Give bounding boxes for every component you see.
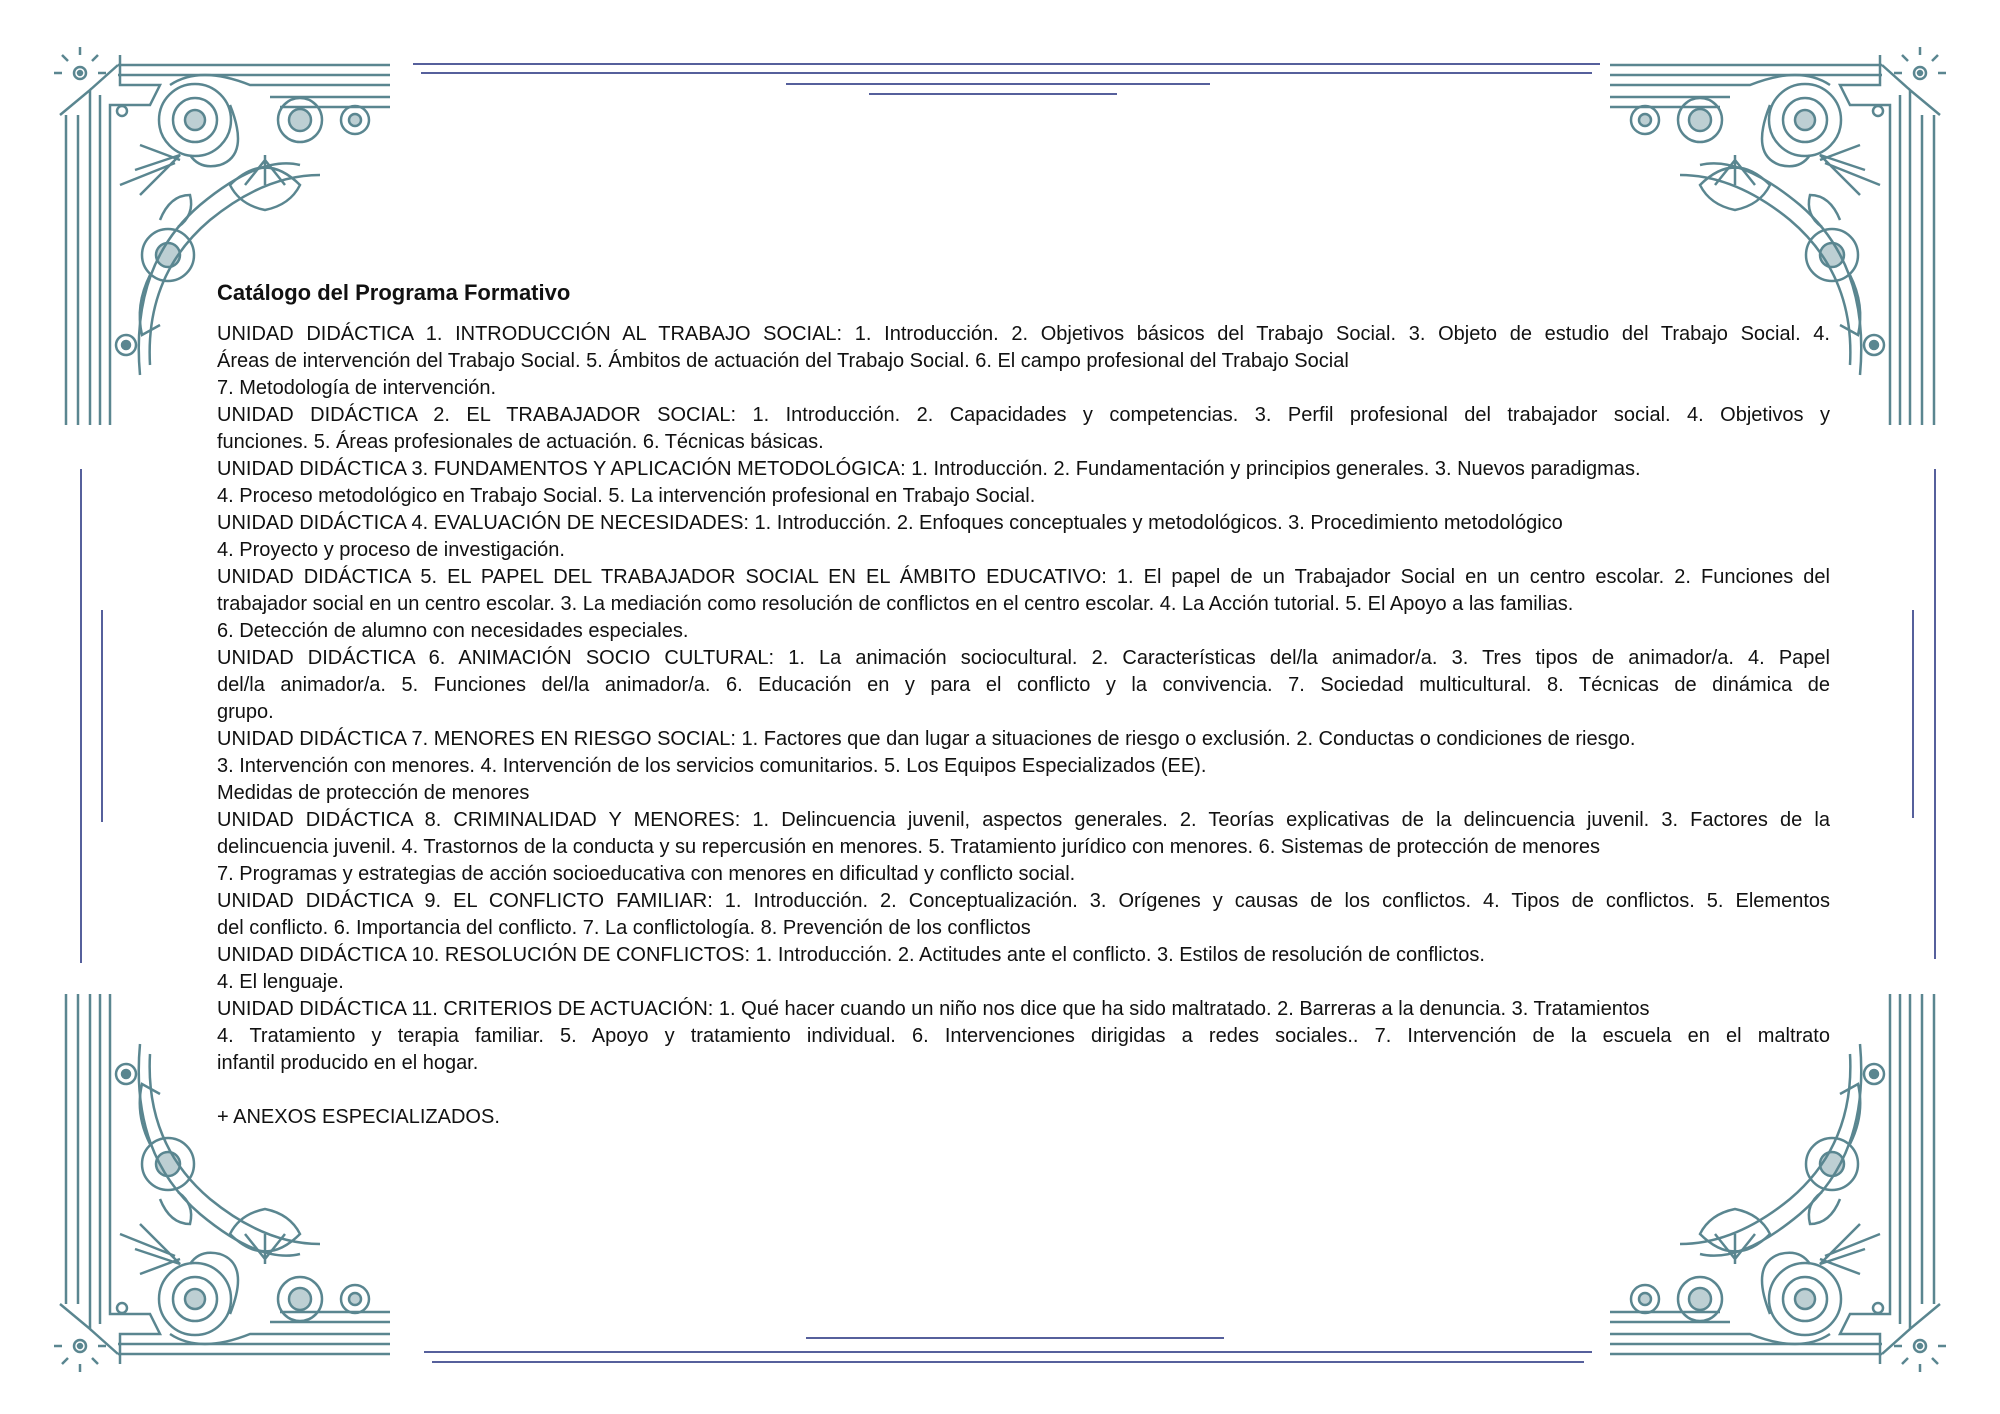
right-rule [1934, 469, 1936, 959]
unit-text-line: UNIDAD DIDÁCTICA 1. INTRODUCCIÓN AL TRABAJO SOCIAL: 1. Introducción. 2. Objetivos básicos del Trabajo Social. 3. Objeto de estudio del Trabajo Social. 4. [217, 323, 1830, 345]
unit-9 [217, 888, 1830, 942]
unit-text-line: 3. Intervención con menores. 4. Intervención de los servicios comunitarios. 5. Los Equipos Especializados (EE). [217, 755, 1207, 777]
unit-text-line: UNIDAD DIDÁCTICA 10. RESOLUCIÓN DE CONFLICTOS: 1. Introducción. 2. Actitudes ante el conflicto. 3. Estilos de resolución de conflictos. [217, 944, 1485, 966]
top-rule [786, 83, 1210, 85]
unit-2 [217, 402, 1830, 456]
spacer [217, 1077, 1830, 1104]
bottom-rule [806, 1337, 1224, 1339]
units-list [217, 321, 1830, 1077]
unit-text-line: UNIDAD DIDÁCTICA 8. CRIMINALIDAD Y MENORES: 1. Delincuencia juvenil, aspectos generales. 2. Teorías explicativas de la delincuencia juvenil. 3. Factores de la [217, 809, 1830, 831]
unit-3 [217, 456, 1830, 510]
unit-text-line: grupo. [217, 701, 274, 723]
unit-text-line: infantil producido en el hogar. [217, 1052, 479, 1074]
unit-text-line: UNIDAD DIDÁCTICA 11. CRITERIOS DE ACTUACIÓN: 1. Qué hacer cuando un niño nos dice que ha sido maltratado. 2. Barreras a la denuncia. 3. Tratamientos [217, 998, 1650, 1020]
unit-text-line: 4. El lenguaje. [217, 971, 344, 993]
unit-1 [217, 321, 1830, 402]
unit-text-line: 7. Programas y estrategias de acción socioeducativa con menores en dificultad y conflicto social. [217, 863, 1076, 885]
unit-6 [217, 645, 1830, 726]
unit-text-line: UNIDAD DIDÁCTICA 9. EL CONFLICTO FAMILIAR: 1. Introducción. 2. Conceptualización. 3. Orígenes y causas de los conflictos. 4. Tipos de conflictos. 5. Elementos [217, 890, 1830, 912]
unit-5 [217, 564, 1830, 645]
catalog-content [217, 278, 1830, 1131]
left-rule [101, 610, 103, 822]
unit-text-line: UNIDAD DIDÁCTICA 5. EL PAPEL DEL TRABAJADOR SOCIAL EN EL ÁMBITO EDUCATIVO: 1. El papel de un Trabajador Social en un centro escolar. 2. Funciones del [217, 566, 1830, 588]
top-rule [421, 72, 1592, 74]
unit-text-line: Medidas de protección de menores [217, 782, 530, 804]
unit-4 [217, 510, 1830, 564]
unit-text-line: UNIDAD DIDÁCTICA 3. FUNDAMENTOS Y APLICACIÓN METODOLÓGICA: 1. Introducción. 2. Fundamentación y principios generales. 3. Nuevos paradigmas. [217, 458, 1641, 480]
unit-text-line: UNIDAD DIDÁCTICA 6. ANIMACIÓN SOCIO CULTURAL: 1. La animación sociocultural. 2. Características del/la animador/a. 3. Tres tipos de animador/a. 4. Papel [217, 647, 1830, 669]
bottom-rule [432, 1361, 1584, 1363]
left-rule [80, 469, 82, 963]
unit-text-line: 4. Proyecto y proceso de investigación. [217, 539, 565, 561]
unit-text-line: Áreas de intervención del Trabajo Social. 5. Ámbitos de actuación del Trabajo Social. 6. El campo profesional del Trabajo Social [217, 350, 1349, 372]
unit-text-line: UNIDAD DIDÁCTICA 2. EL TRABAJADOR SOCIAL: 1. Introducción. 2. Capacidades y competencias. 3. Perfil profesional del trabajador social. 4. Objetivos y [217, 404, 1830, 426]
unit-text-line: del/la animador/a. 5. Funciones del/la animador/a. 6. Educación en y para el conflicto y la convivencia. 7. Sociedad multicultural. 8. Técnicas de dinámica de [217, 674, 1830, 696]
unit-text-line: delincuencia juvenil. 4. Trastornos de la conducta y su repercusión en menores. 5. Tratamiento jurídico con menores. 6. Sistemas de protección de menores [217, 836, 1600, 858]
unit-text-line: 7. Metodología de intervención. [217, 377, 497, 399]
unit-text-line: UNIDAD DIDÁCTICA 4. EVALUACIÓN DE NECESIDADES: 1. Introducción. 2. Enfoques conceptuales y metodológicos. 3. Procedimiento metodológico [217, 512, 1563, 534]
page-title: Catálogo del Programa Formativo [217, 280, 571, 305]
unit-text-line: UNIDAD DIDÁCTICA 7. MENORES EN RIESGO SOCIAL: 1. Factores que dan lugar a situaciones de riesgo o exclusión. 2. Conductas o condiciones de riesgo. [217, 728, 1636, 750]
top-rule [413, 63, 1600, 65]
unit-text-line: trabajador social en un centro escolar. 3. La mediación como resolución de conflictos en el centro escolar. 4. La Acción tutorial. 5. El Apoyo a las familias. [217, 593, 1574, 615]
unit-7 [217, 726, 1830, 807]
annexes-text: + ANEXOS ESPECIALIZADOS. [217, 1106, 500, 1128]
unit-text-line: 4. Tratamiento y terapia familiar. 5. Apoyo y tratamiento individual. 6. Intervenciones dirigidas a redes sociales.. 7. Intervención de la escuela en el maltrato [217, 1025, 1830, 1047]
unit-8 [217, 807, 1830, 888]
right-rule [1912, 610, 1914, 818]
bottom-rule [424, 1351, 1592, 1353]
unit-text-line: 4. Proceso metodológico en Trabajo Social. 5. La intervención profesional en Trabajo Social. [217, 485, 1036, 507]
unit-10 [217, 942, 1830, 996]
unit-11 [217, 996, 1830, 1077]
unit-text-line: funciones. 5. Áreas profesionales de actuación. 6. Técnicas básicas. [217, 431, 824, 453]
unit-text-line: 6. Detección de alumno con necesidades especiales. [217, 620, 689, 642]
top-rule [869, 93, 1117, 95]
unit-text-line: del conflicto. 6. Importancia del conflicto. 7. La conflictología. 8. Prevención de los conflictos [217, 917, 1031, 939]
